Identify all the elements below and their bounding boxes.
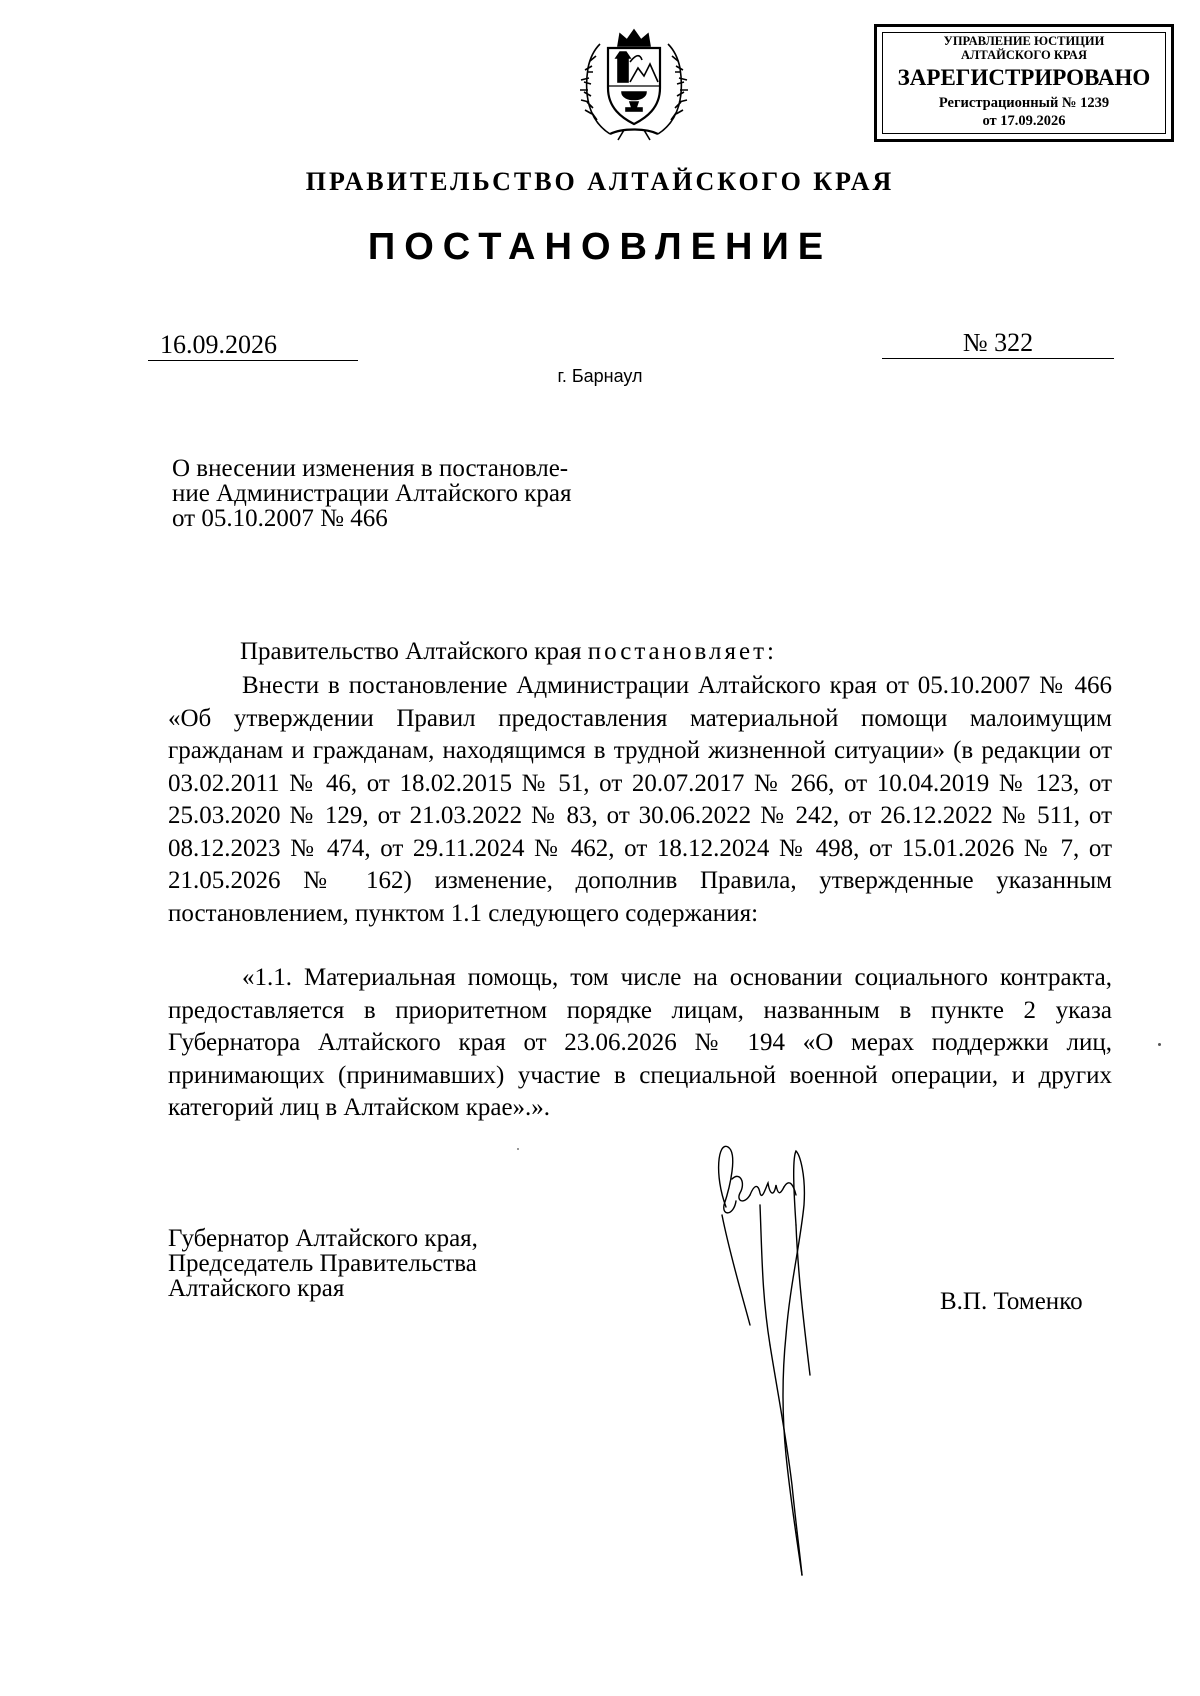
altai-krai-coat-of-arms-icon: [580, 24, 688, 142]
signatory-name: В.П. Томенко: [940, 1288, 1083, 1315]
document-date: 16.09.2026: [148, 330, 358, 361]
subject-line: О внесении изменения в постановле-: [172, 455, 569, 482]
registration-stamp: [874, 24, 1174, 142]
scan-speck: [517, 1148, 519, 1150]
document-city: г. Барнаул: [557, 366, 643, 386]
stamp-status: ЗАРЕГИСТРИРОВАНО: [897, 65, 1151, 90]
scan-speck: [1158, 1043, 1161, 1046]
signatory-title-line: Председатель Правительства: [168, 1250, 477, 1277]
resolution-paragraph-1: Внести в постановление Администрации Алтайского края от 05.10.2007 № 466 «Об утверждении Правил предоставления материальной помощи малоимущим гражданам и гражданам, находящимся в трудной жизненной ситуации» (в редакции от 03.02.2011 № 46, от 18.02.2015 № 51, от 20.07.2017 № 266, от 10.04.2019 № 123, от 25.03.2020 № 129, от 21.03.2022 № 83, от 30.06.2022 № 242, от 26.12.2022 № 511, от 08.12.2023 № 474, от 29.11.2024 № 462, от 18.12.2024 № 498, от 15.01.2026 № 7, от 21.05.2026 № 162) изменение, дополнив Правила, утвержденные указанным постановлением, пунктом 1.1 следующего содержания:: [168, 672, 1112, 927]
stamp-authority-line1: УПРАВЛЕНИЕ ЮСТИЦИИ: [943, 34, 1105, 48]
document-type: ПОСТАНОВЛЕНИЕ: [367, 226, 833, 268]
stamp-reg-number: Регистрационный № 1239: [938, 95, 1110, 111]
subject-line: от 05.10.2007 № 466: [172, 505, 388, 532]
stamp-reg-date: от 17.09.2026: [982, 113, 1066, 129]
signatory-title: [168, 1226, 668, 1301]
intro-prefix: Правительство Алтайского края: [240, 638, 588, 665]
document-number: № 322: [882, 328, 1114, 359]
government-title: ПРАВИТЕЛЬСТВО АЛТАЙСКОГО КРАЯ: [305, 167, 895, 196]
subject-line: ние Администрации Алтайского края: [172, 480, 572, 507]
signatory-title-line: Губернатор Алтайского края,: [168, 1225, 478, 1252]
stamp-authority-line2: АЛТАЙСКОГО КРАЯ: [961, 48, 1087, 62]
intro-resolves: постановляет:: [587, 638, 777, 665]
resolution-paragraph-2: «1.1. Материальная помощь, том числе на основании социального контракта, предоставляется в приоритетном порядке лицам, названным в пункте 2 указа Губернатора Алтайского края от 23.06.2026 № 194 «О мерах поддержки лиц, принимающих (принимавших) участие в специальной военной операции, и других категорий лиц в Алтайском крае».».: [168, 964, 1112, 1121]
resolution-intro: [240, 636, 1120, 669]
document-subject: [172, 456, 662, 531]
handwritten-signature: [700, 1135, 860, 1585]
signatory-title-line: Алтайского края: [168, 1275, 345, 1302]
